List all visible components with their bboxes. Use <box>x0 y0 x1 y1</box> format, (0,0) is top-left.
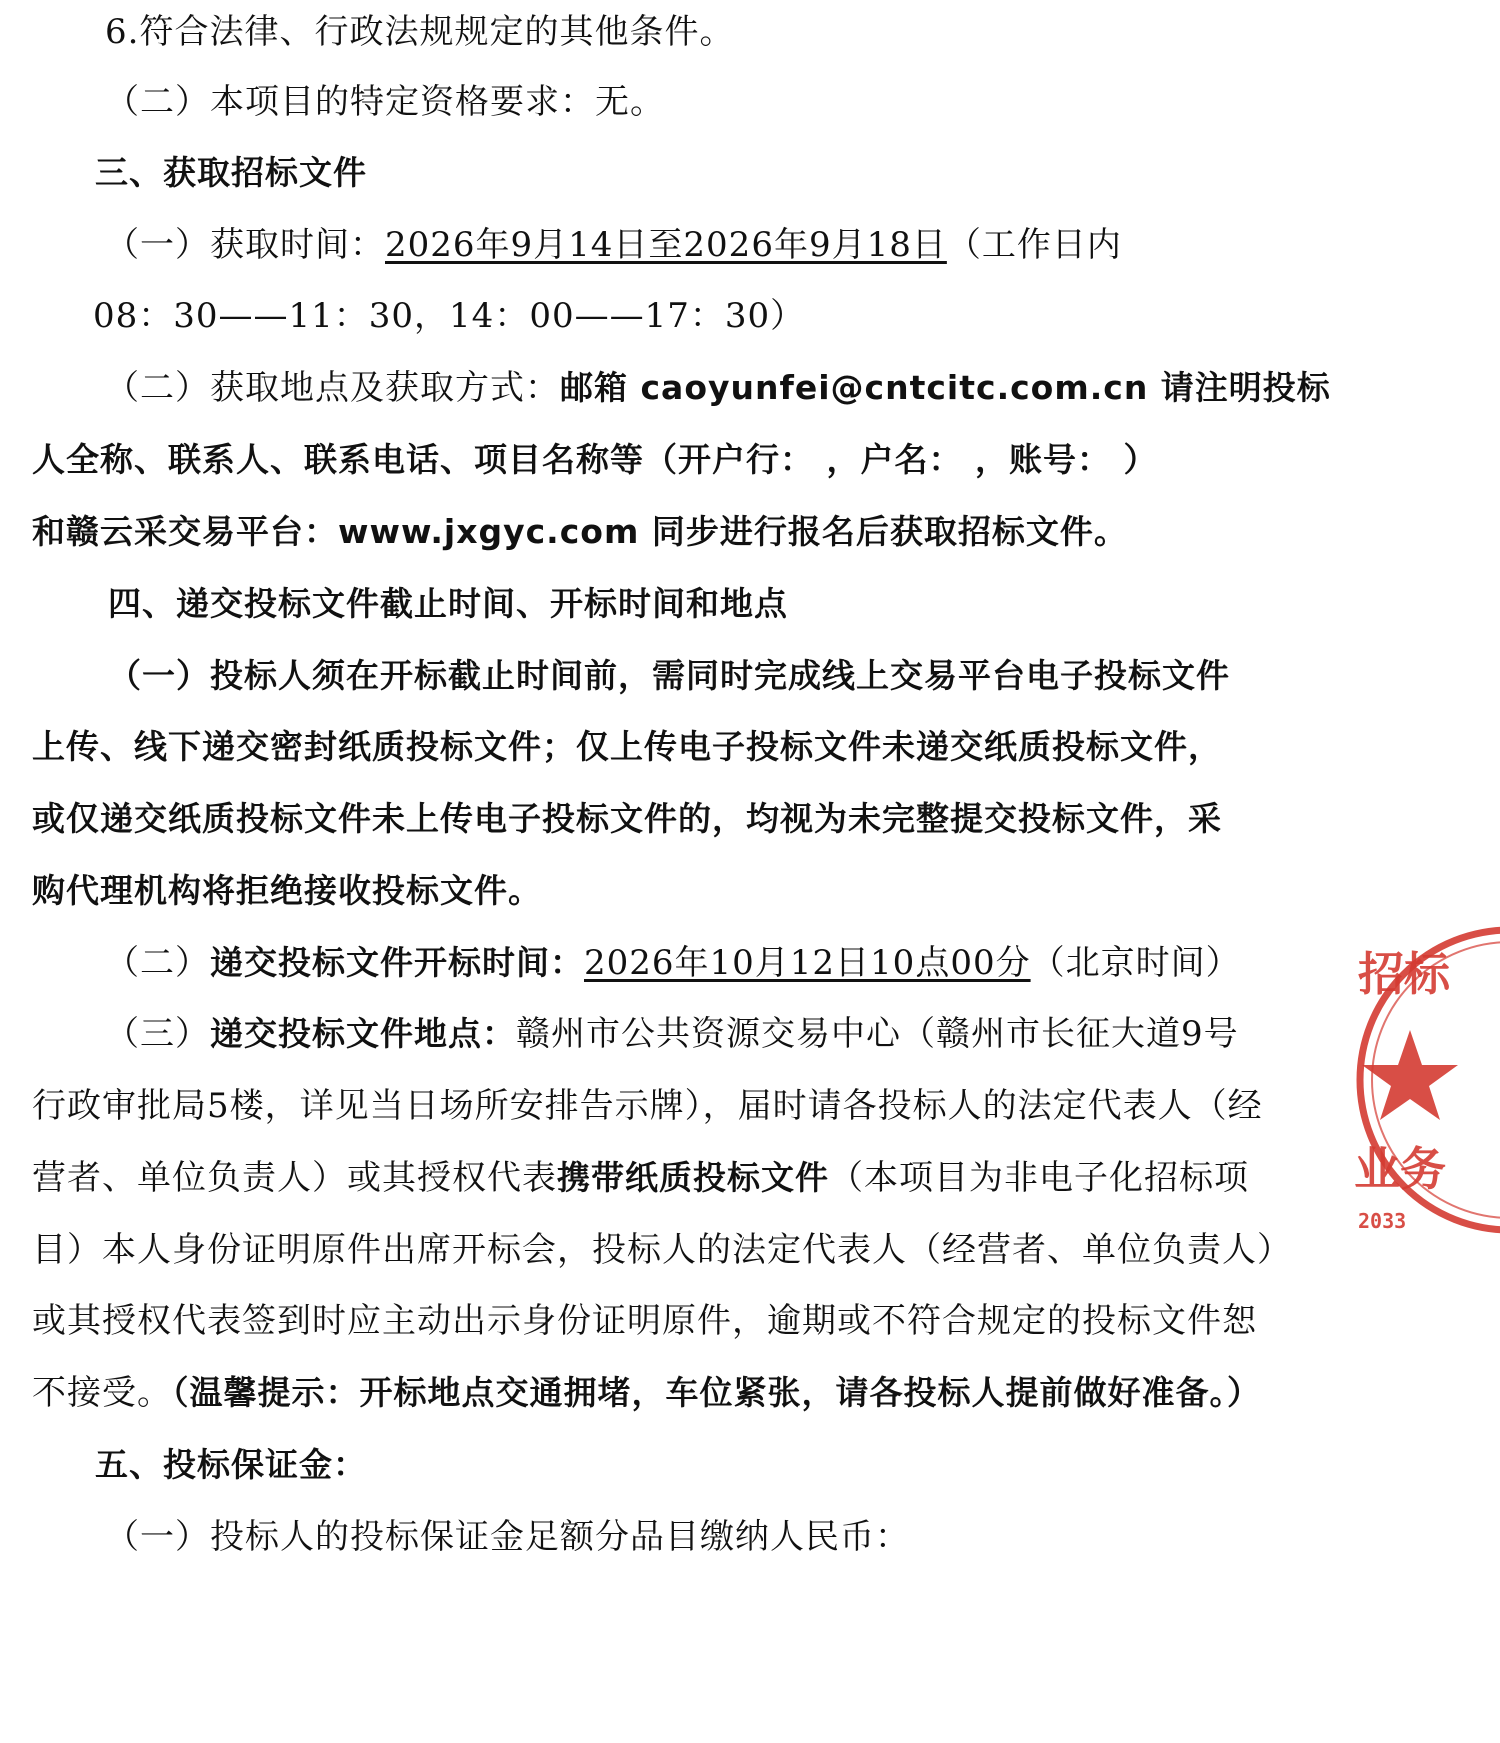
paragraph-line: （二）本项目的特定资格要求：无。 <box>105 82 665 122</box>
paragraph-line: （一）投标人须在开标截止时间前，需同时完成线上交易平台电子投标文件 <box>108 656 1230 695</box>
paragraph-line: 或仅递交纸质投标文件未上传电子投标文件的，均视为未完整提交投标文件，采 <box>32 799 1222 838</box>
paragraph-line: 不接受。（温馨提示：开标地点交通拥堵，车位紧张，请各投标人提前做好准备。） <box>32 1373 1261 1413</box>
paragraph-line: （二）获取地点及获取方式：邮箱 caoyunfei@cntcitc.com.cn 请注明投标 <box>105 368 1331 408</box>
paragraph-line: （一）投标人的投标保证金足额分品目缴纳人民币： <box>105 1517 910 1557</box>
paragraph-line: 6.符合法律、行政法规规定的其他条件。 <box>105 12 735 52</box>
paragraph-line: 行政审批局5楼，详见当日场所安排告示牌），届时请各投标人的法定代表人（经 <box>32 1086 1263 1126</box>
paragraph-line: 营者、单位负责人）或其授权代表携带纸质投标文件（本项目为非电子化招标项 <box>32 1158 1249 1198</box>
paragraph-line: （三）递交投标文件地点：赣州市公共资源交易中心（赣州市长征大道9号 <box>105 1014 1239 1054</box>
section-heading: 五、投标保证金： <box>95 1445 367 1484</box>
paragraph-line: （一）获取时间：2026年9月14日至2026年9月18日（工作日内 <box>105 225 1122 265</box>
paragraph-line: 08：30——11：30，14：00——17：30） <box>93 296 806 336</box>
paragraph-line: 和赣云采交易平台：www.jxgyc.com 同步进行报名后获取招标文件。 <box>32 512 1128 551</box>
official-seal-stamp <box>1354 920 1500 1240</box>
paragraph-line: 购代理机构将拒绝接收投标文件。 <box>32 871 542 910</box>
paragraph-line: 人全称、联系人、联系电话、项目名称等（开户行： ，户名： ，账号： ） <box>32 440 1158 479</box>
seal-text-mid: 业务 <box>1354 1142 1446 1196</box>
section-heading: 三、获取招标文件 <box>95 153 367 192</box>
seal-text-digits: 2033 <box>1358 1209 1407 1233</box>
paragraph-line: 或其授权代表签到时应主动出示身份证明原件，逾期或不符合规定的投标文件恕 <box>32 1301 1257 1341</box>
paragraph-line: 上传、线下递交密封纸质投标文件；仅上传电子投标文件未递交纸质投标文件， <box>32 727 1222 766</box>
seal-text-top: 招标 <box>1358 947 1450 1001</box>
paragraph-line: 目）本人身份证明原件出席开标会，投标人的法定代表人（经营者、单位负责人） <box>32 1230 1292 1270</box>
section-heading: 四、递交投标文件截止时间、开标时间和地点 <box>108 584 788 623</box>
paragraph-line: （二）递交投标文件开标时间：2026年10月12日10点00分（北京时间） <box>105 943 1241 983</box>
